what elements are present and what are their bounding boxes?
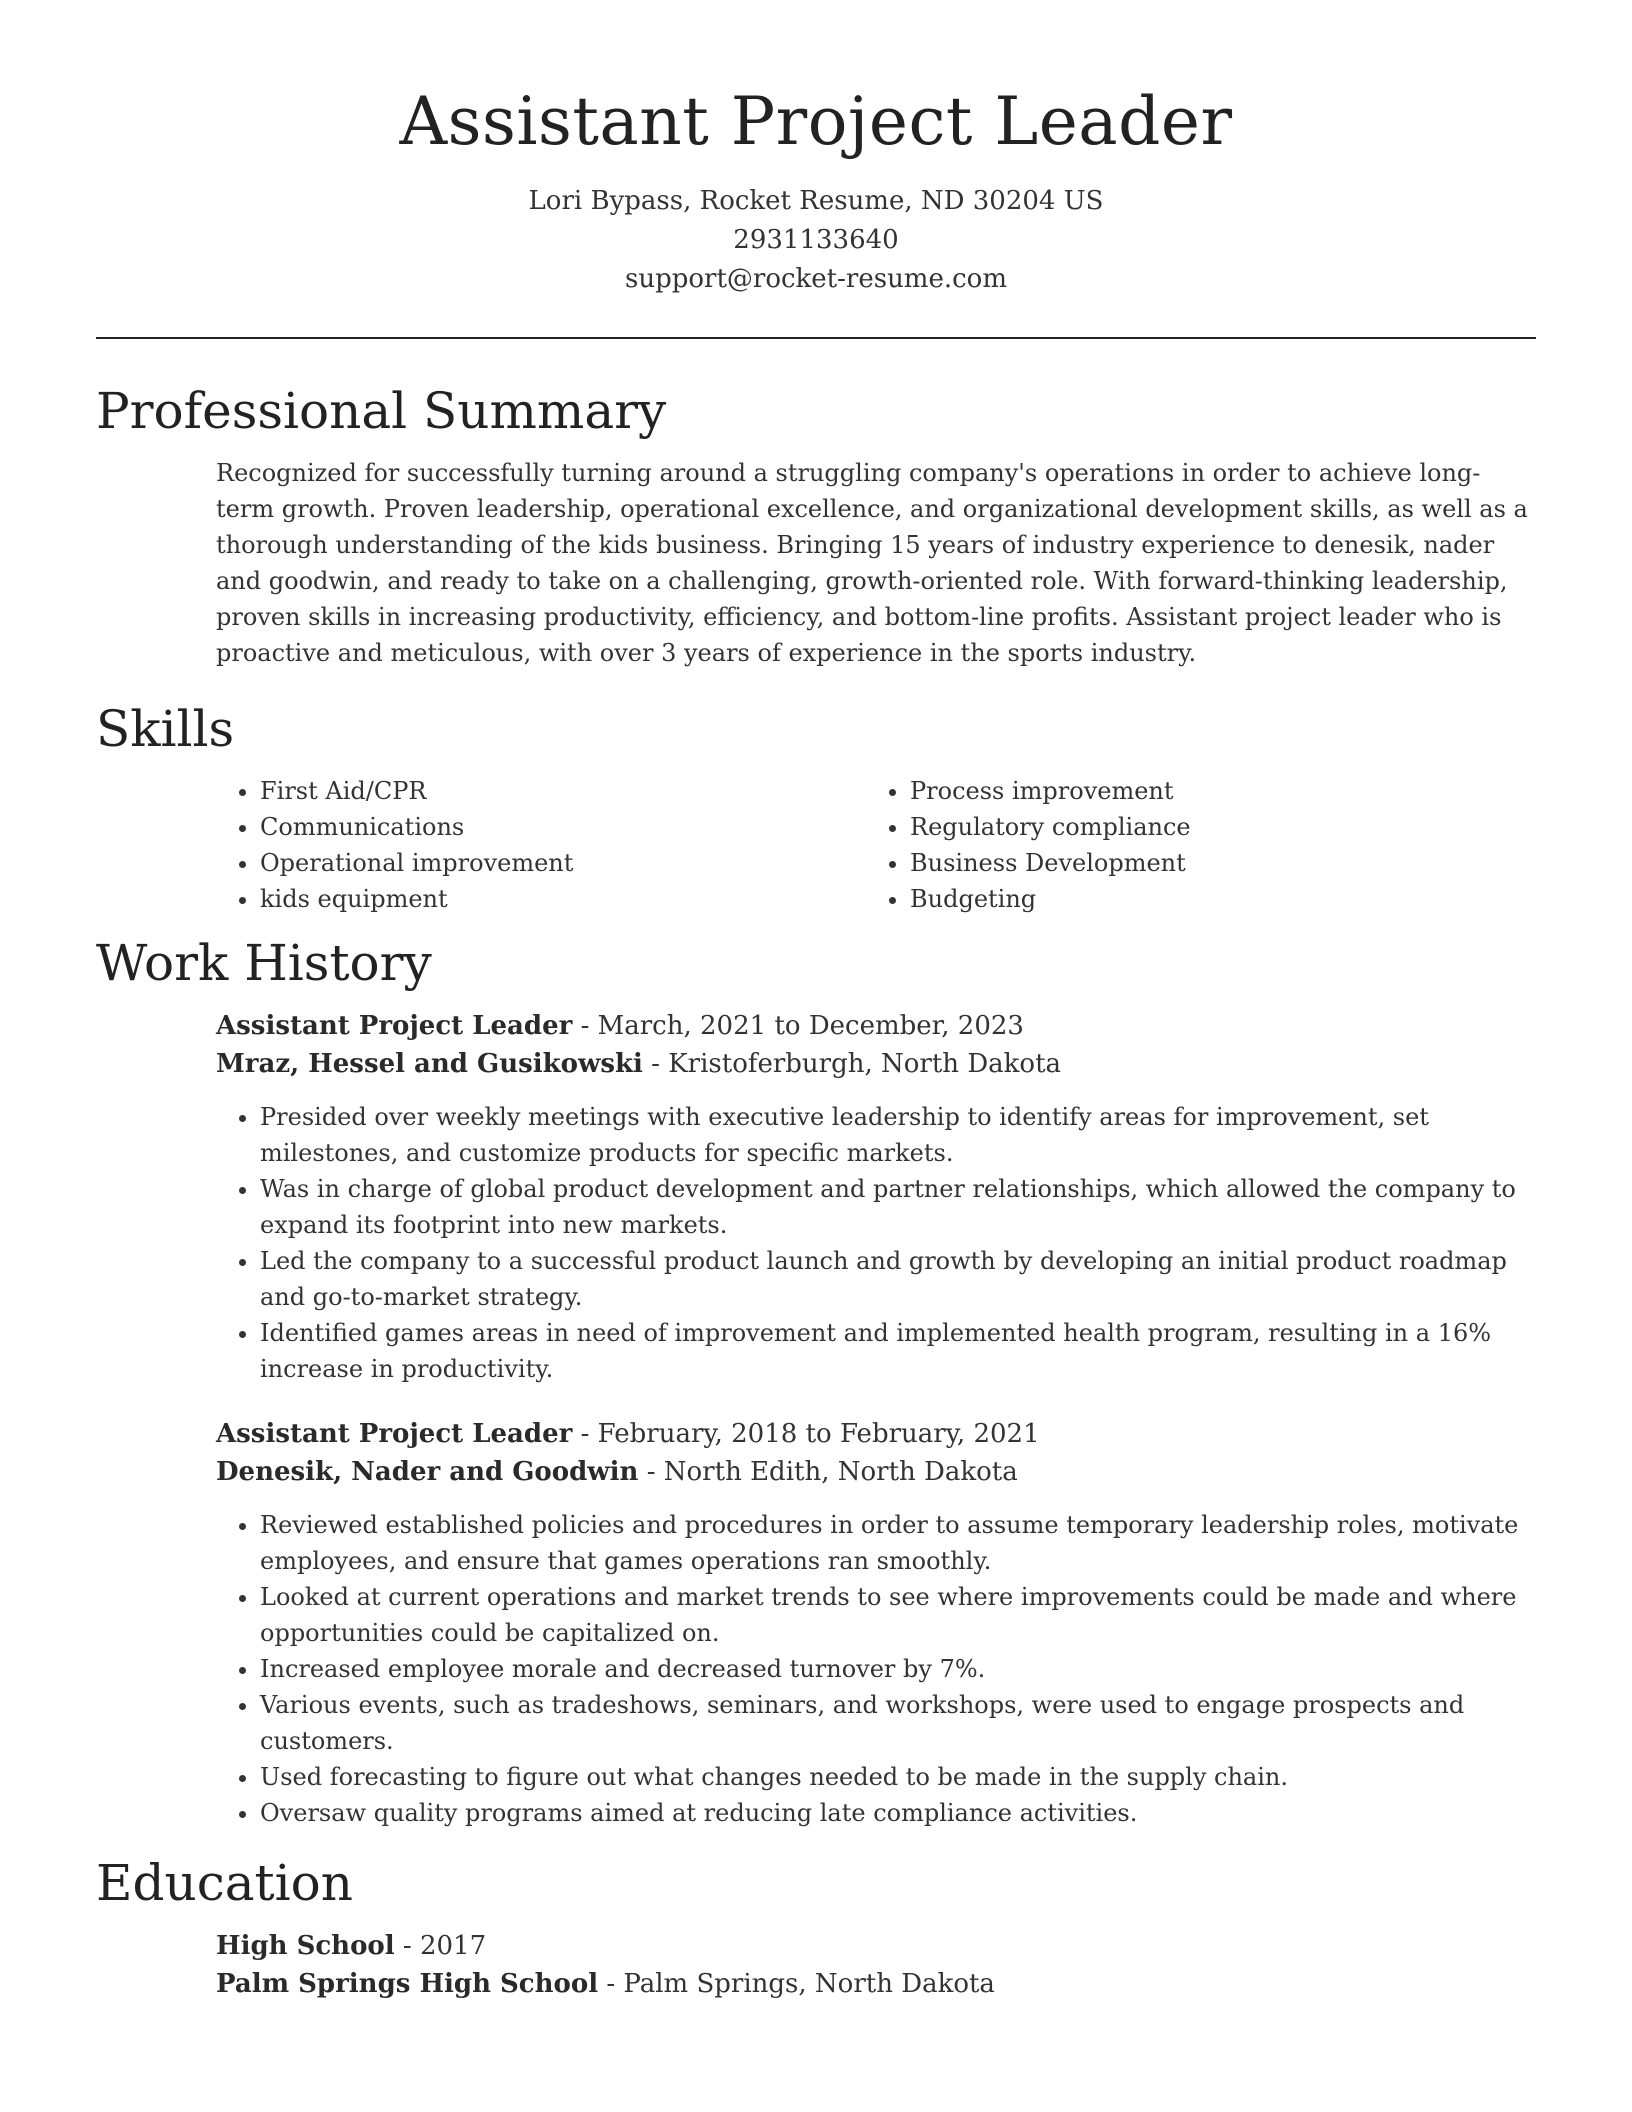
education-heading: Education <box>96 1853 353 1912</box>
skill-item: • kids equipment <box>260 881 866 917</box>
job-bullet: • Increased employee morale and decreased turnover by 7%. <box>260 1651 1536 1687</box>
education-school-line <box>216 1965 1536 2003</box>
job-title: Assistant Project Leader <box>216 1418 573 1449</box>
skill-item: • Budgeting <box>910 881 1516 917</box>
job-company-line <box>216 1045 1536 1083</box>
resume-header <box>96 0 1536 299</box>
skill-item: • Communications <box>260 809 866 845</box>
header-divider <box>96 337 1536 339</box>
education-degree-line <box>216 1927 1536 1965</box>
contact-email: support@rocket-resume.com <box>624 263 1007 294</box>
education-year: - 2017 <box>394 1930 487 1961</box>
job-company: Mraz, Hessel and Gusikowski <box>216 1048 643 1079</box>
skill-item: • Regulatory compliance <box>910 809 1516 845</box>
contact-phone: 2931133640 <box>733 224 899 255</box>
job-bullet: • Various events, such as tradeshows, seminars, and workshops, were used to engage prospects and customers. <box>260 1687 1536 1759</box>
education-entry <box>216 1927 1536 2003</box>
contact-address: Lori Bypass, Rocket Resume, ND 30204 US <box>528 185 1104 216</box>
skills-heading: Skills <box>96 699 235 758</box>
job-bullet: • Reviewed established policies and procedures in order to assume temporary leadership roles, motivate employees, and ensure that games operations ran smoothly. <box>260 1507 1536 1579</box>
job-location: - North Edith, North Dakota <box>638 1456 1018 1487</box>
skills-list <box>216 773 1536 917</box>
education-school: Palm Springs High School <box>216 1968 599 1999</box>
job-title: Assistant Project Leader <box>216 1010 573 1041</box>
job-bullet: • Looked at current operations and market trends to see where improvements could be made and where opportunities could be capitalized on. <box>260 1579 1536 1651</box>
job-bullet: • Was in charge of global product development and partner relationships, which allowed the company to expand its footprint into new markets. <box>260 1171 1536 1243</box>
education-location: - Palm Springs, North Dakota <box>598 1968 995 1999</box>
job-bullets <box>216 1507 1536 1831</box>
job-company: Denesik, Nader and Goodwin <box>216 1456 639 1487</box>
job-dates: - February, 2018 to February, 2021 <box>572 1418 1040 1449</box>
skill-item: • Business Development <box>910 845 1516 881</box>
job-bullet: • Led the company to a successful product launch and growth by developing an initial product roadmap and go-to-market strategy. <box>260 1243 1536 1315</box>
job-title-line <box>216 1415 1536 1453</box>
skill-item: • Process improvement <box>910 773 1516 809</box>
skill-item: • First Aid/CPR <box>260 773 866 809</box>
summary-heading: Professional Summary <box>96 381 667 440</box>
job-location: - Kristoferburgh, North Dakota <box>642 1048 1062 1079</box>
education-degree: High School <box>216 1930 395 1961</box>
summary-text: Recognized for successfully turning around a struggling company's operations in order to achieve long-term growth. Proven leadership, operational excellence, and organizational development skills, as well as a thorough understanding of the kids business. Bringing 15 years of industry experience to denesik, nader and goodwin, and ready to take on a challenging, growth-oriented role. With forward-thinking leadership, proven skills in increasing productivity, efficiency, and bottom-line profits. Assistant project leader who is proactive and meticulous, with over 3 years of experience in the sports industry. <box>216 458 1528 667</box>
page-title: Assistant Project Leader <box>399 83 1233 160</box>
job-bullet: • Presided over weekly meetings with executive leadership to identify areas for improvement, set milestones, and customize products for specific markets. <box>260 1099 1536 1171</box>
job-bullet: • Oversaw quality programs aimed at reducing late compliance activities. <box>260 1795 1536 1831</box>
skills-column-right <box>866 773 1516 917</box>
job-bullet: • Used forecasting to figure out what changes needed to be made in the supply chain. <box>260 1759 1536 1795</box>
job-company-line <box>216 1453 1536 1491</box>
work-history-heading: Work History <box>96 933 432 992</box>
skills-column-left <box>216 773 866 917</box>
job-entry <box>216 1415 1536 1831</box>
job-bullet: • Identified games areas in need of improvement and implemented health program, resulting in a 16% increase in productivity. <box>260 1315 1536 1387</box>
job-bullets <box>216 1099 1536 1387</box>
job-title-line <box>216 1007 1536 1045</box>
job-dates: - March, 2021 to December, 2023 <box>572 1010 1024 1041</box>
skill-item: • Operational improvement <box>260 845 866 881</box>
contact-info <box>96 182 1536 299</box>
job-entry <box>216 1007 1536 1387</box>
